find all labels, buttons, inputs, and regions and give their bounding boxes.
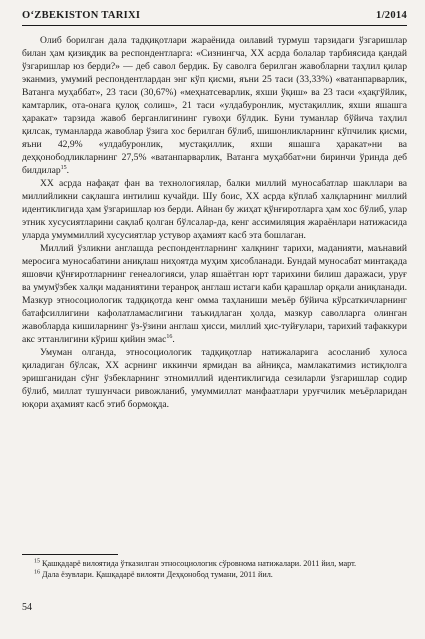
footnotes xyxy=(22,558,407,580)
footnote-number: 15 xyxy=(34,558,40,565)
paragraph: Олиб борилган дала тадқиқотлари жараёнида оилавий турмуш тарзидаги ўзгаришлар билан ҳам қизиқдик ва респондентларга: «Сизнингча, ХХ асрда болалар тарбиясида қандай ўзгаришлар юз берди?» — деб савол бердик. Бу саволга берилган жавобларни таҳлил қилар эканмиз, умумий респондентлардан энг кўп қисми, яъни 25 таси (33,33%) «ватанпарварлик, Ватанга муҳаббат», 23 таси (30,67%) «меҳнатсеварлик, яхши ўқиш» ва 23 таси «ҳақгўйлик, камтарлик, ота-онага қулоқ солиш», 21 таси «улдабуронлик, мустақиллик, яхши яшашга ҳаракат» тарзида жавоб берганлигининг гувоҳи бўлдик. Буни туманлар бўйича таҳлил қилсак, туманларда жавоблар ўзига хос берилган бўлиб, шишонликларнинг кўпчилик қисми, яъни 42,9% «улдабуронлик, мустақиллик, яхши яшашга ҳаракат»ни ва деҳқонободликларнинг 27,5% «ватанпарварлик, Ватанга муҳаббат»ни биринчи ўринда деб билдилар$^{15}$. xyxy=(22,35,407,176)
issue-number: 1/2014 xyxy=(376,10,407,21)
running-header xyxy=(22,7,407,26)
paragraph: Миллий ўзликни англашда респондентларнинг халқнинг тарихи, маданияти, маънавий меросига муносабатини аниқлаш ниҳоятда муҳим ҳисобланади. Бундай муносабат минтақада яшовчи қўнғиротларнинг генеалогияси, улар яшаётган юрт тарихини билиш даражаси, уруғ ва умумўзбек халқи маданиятини теранроқ англаш истаги каби қарашлар орқали аниқланади. Мазкур этносоциологик тадқиқотда кенг омма таҳланиши меъёр бўйича кўрсаткичларнинг батафсиллигини кафолатламаслигини таъкидлаган ҳолда, мазкур саволларга олинган жавобларда кишиларнинг ўз-ўзини англаш ҳисси, миллий ҳис-туйғулари, тарихий тафаккури акс эттанлигини кўриш қийин эмас$^{16}$. xyxy=(22,243,407,345)
page-number: 54 xyxy=(22,602,32,613)
paragraph: ХХ асрда нафақат фан ва технологиялар, балки миллий муносабатлар шакллари ва миллийликни сақлашга интилиш кучайди. Шу боис, ХХ асрда кўплаб халқларнинг миллий идентиклигида ҳам ўзгаришлар юз берди. Айнан бу жиҳат қўнғиротларга ҳам хос бўлиб, улар этник хусусиятларини сақлаб қолган бўлсалар-да, кенг ассимиляция жараёнлари натижасида уларда умуммиллий хусусиятлар устувор аҳамият касб эта бошлаган. xyxy=(22,178,407,241)
journal-title: O‘ZBEKISTON TARIXI xyxy=(22,10,141,21)
article-body xyxy=(22,34,407,411)
footnote-ref[interactable]: 15 xyxy=(60,164,67,171)
footnote-ref[interactable]: 16 xyxy=(166,333,173,340)
footnote: $^{16}$ Дала ёзувлари. Қашқадарё вилояти Деҳқонобод тумани, 2011 йил. xyxy=(34,569,273,579)
footnote: $^{15}$ Қашқадарё вилоятида ўтказилган этносоциологик сўровнома натижалари. 2011 йил, март. xyxy=(34,558,357,568)
footnote-number: 16 xyxy=(34,569,40,576)
footnote-divider xyxy=(22,554,118,555)
paragraph: Умуман олганда, этносоциологик тадқиқотлар натижаларига асосланиб хулоса қиладиган бўлсак, ХХ асрнинг иккинчи ярмидан ва айниқса, мамлакатимиз истиқлолга эришганидан сўнг ўзбекларнинг этномиллий идентиклигида сезиларли ўзгаришлар содир бўлиб, миллат тушунчаси ривожланиб, умуммиллат манфаатлари уруғчилик меъёрларидан юқори аҳамият касб этиб бормоқда. xyxy=(22,347,407,410)
